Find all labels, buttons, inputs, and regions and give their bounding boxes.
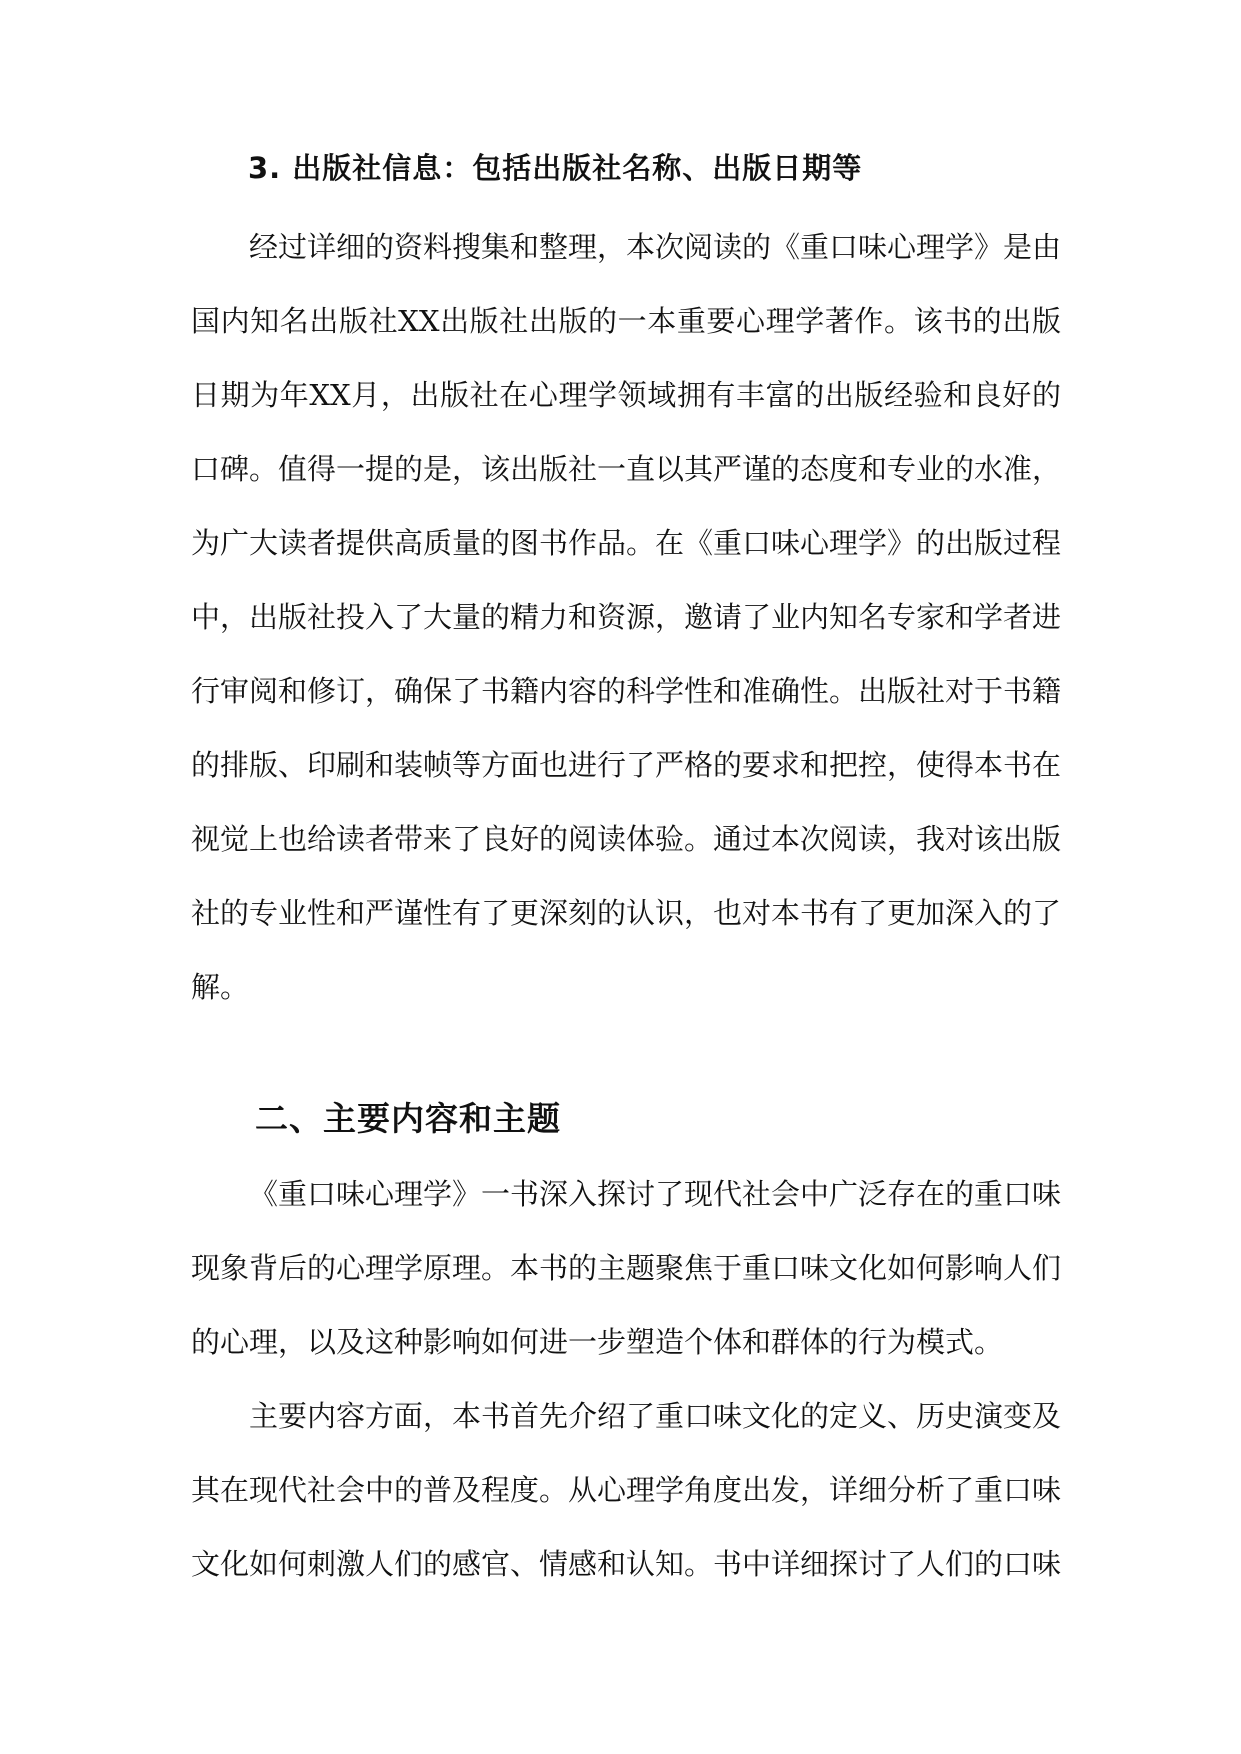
content-paragraph-1: 《重口味心理学》一书深入探讨了现代社会中广泛存在的重口味现象背后的心理学原理。本书的主题聚焦于重口味文化如何影响人们的心理，以及这种影响如何进一步塑造个体和群体的行为模式。	[191, 1177, 1062, 1359]
section-heading-publisher-info: 3. 出版社信息：包括出版社名称、出版日期等	[248, 151, 863, 185]
content-paragraph-2: 主要内容方面，本书首先介绍了重口味文化的定义、历史演变及其在现代社会中的普及程度。从心理学角度出发，详细分析了重口味文化如何刺激人们的感官、情感和认知。书中详细探讨了人们的口味	[191, 1399, 1062, 1581]
section-heading-main-content: 二、主要内容和主题	[255, 1099, 561, 1138]
publisher-paragraph: 经过详细的资料搜集和整理，本次阅读的《重口味心理学》是由国内知名出版社XX出版社出版的一本重要心理学著作。该书的出版日期为年XX月，出版社在心理学领域拥有丰富的出版经验和良好的口碑。值得一提的是，该出版社一直以其严谨的态度和专业的水准，为广大读者提供高质量的图书作品。在《重口味心理学》的出版过程中，出版社投入了大量的精力和资源，邀请了业内知名专家和学者进行审阅和修订，确保了书籍内容的科学性和准确性。出版社对于书籍的排版、印刷和装帧等方面也进行了严格的要求和把控，使得本书在视觉上也给读者带来了良好的阅读体验。通过本次阅读，我对该出版社的专业性和严谨性有了更深刻的认识，也对本书有了更加深入的了解。	[191, 230, 1062, 1004]
